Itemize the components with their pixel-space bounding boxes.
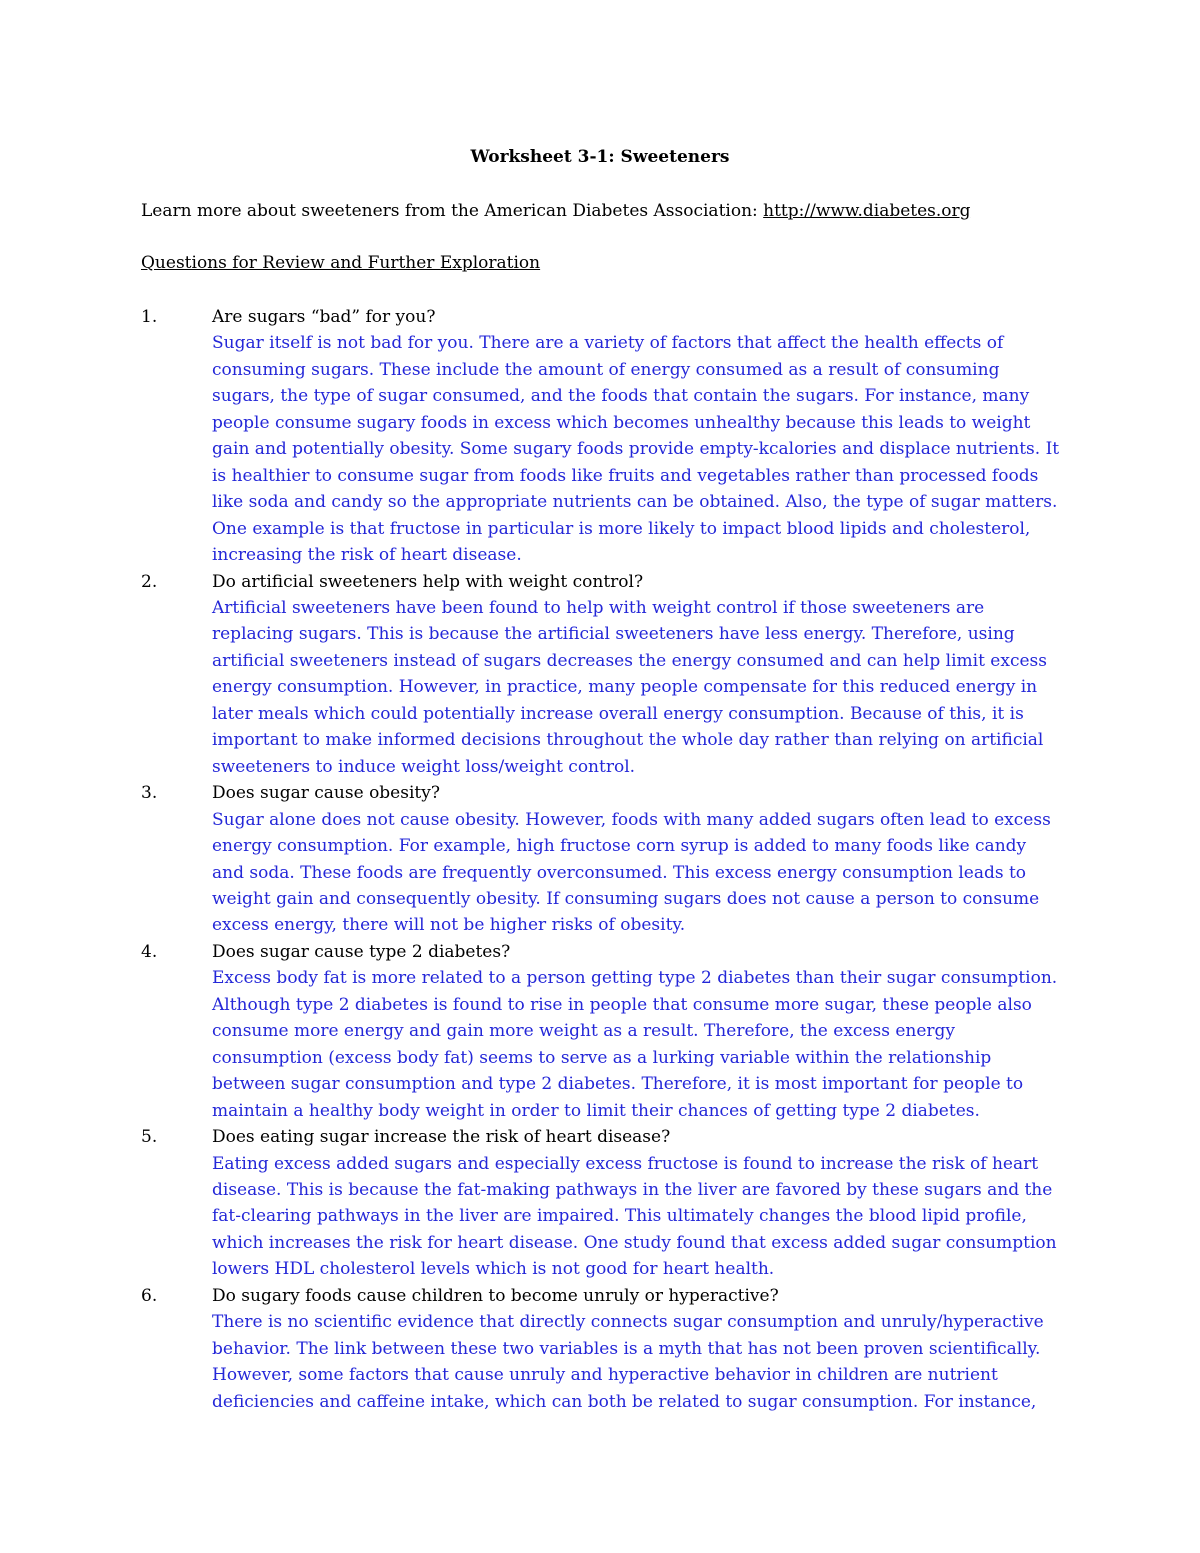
question-item-4 [141,939,1061,1124]
question-item-6 [141,1283,1061,1415]
question-item-1 [141,304,1061,569]
question-text: Are sugars “bad” for you? [212,307,436,327]
answer-text: There is no scientific evidence that directly connects sugar consumption and unruly/hyperactive behavior. The link between these two variables is a myth that has not been proven scientifically. However, some factors that cause unruly and hyperactive behavior in children are nutrient deficiencies and caffeine intake, which can both be related to sugar consumption. For instance, [212,1312,1044,1412]
question-item-5 [141,1124,1061,1283]
question-text: Do sugary foods cause children to become unruly or hyperactive? [212,1285,779,1306]
question-number: 3. [141,783,158,804]
answer-text: Sugar alone does not cause obesity. However, foods with many added sugars often lead to excess energy consumption. For example, high fructose corn syrup is added to many foods like candy and soda. These foods are frequently overconsumed. This excess energy consumption leads to weight gain and consequently obesity. If consuming sugars does not cause a person to consume excess energy, there will not be higher risks of obesity. [212,809,1051,936]
question-item-3 [141,780,1061,939]
question-list [141,304,1061,1415]
ada-link[interactable]: http://www.diabetes.org [763,201,971,221]
answer-text: Sugar itself is not bad for you. There are a variety of factors that affect the health effects of consuming sugars. These include the amount of energy consumed as a result of consuming sugars, the type of sugar consumed, and the foods that contain the sugars. For instance, many people consume sugary foods in excess which becomes unhealthy because this leads to weight gain and potentially obesity. Some sugary foods provide empty-kcalories and displace nutrients. It is healthier to consume sugar from foods like fruits and vegetables rather than processed foods like soda and candy so the appropriate nutrients can be obtained. Also, the type of sugar matters. One example is that fructose in particular is more likely to impact blood lipids and cholesterol, increasing the risk of heart disease. [212,333,1060,566]
answer-text: Excess body fat is more related to a person getting type 2 diabetes than their sugar consumption. Although type 2 diabetes is found to rise in people that consume more sugar, these people also consume more energy and gain more weight as a result. Therefore, the excess energy consumption (excess body fat) seems to serve as a lurking variable within the relationship between sugar consumption and type 2 diabetes. Therefore, it is most important for people to maintain a healthy body weight in order to limit their chances of getting type 2 diabetes. [212,968,1058,1121]
question-text: Does sugar cause type 2 diabetes? [212,941,511,962]
intro-text: Learn more about sweeteners from the American Diabetes Association: [141,201,764,221]
question-number: 6. [141,1285,158,1306]
question-text: Does eating sugar increase the risk of heart disease? [212,1127,671,1148]
question-number: 1. [141,307,158,327]
question-number: 4. [141,941,158,962]
question-item-2 [141,569,1061,781]
question-number: 5. [141,1127,158,1148]
answer-text: Eating excess added sugars and especially excess fructose is found to increase the risk of heart disease. This is because the fat-making pathways in the liver are favored by these sugars and the fat-clearing pathways in the liver are impaired. This ultimately changes the blood lipid profile, which increases the risk for heart disease. One study found that excess added sugar consumption lowers HDL cholesterol levels which is not good for heart health. [212,1153,1057,1280]
question-text: Do artificial sweeteners help with weight control? [212,571,644,592]
intro-paragraph [141,199,971,223]
section-heading: Questions for Review and Further Exploration [141,253,541,273]
answer-text: Artificial sweeteners have been found to help with weight control if those sweeteners are replacing sugars. This is because the artificial sweeteners have less energy. Therefore, using artificial sweeteners instead of sugars decreases the energy consumed and can help limit excess energy consumption. However, in practice, many people compensate for this reduced energy in later meals which could potentially increase overall energy consumption. Because of this, it is important to make informed decisions throughout the whole day rather than relying on artificial sweeteners to induce weight loss/weight control. [212,597,1047,777]
document-title: Worksheet 3-1: Sweeteners [470,147,730,167]
question-text: Does sugar cause obesity? [212,783,440,804]
question-number: 2. [141,571,158,592]
